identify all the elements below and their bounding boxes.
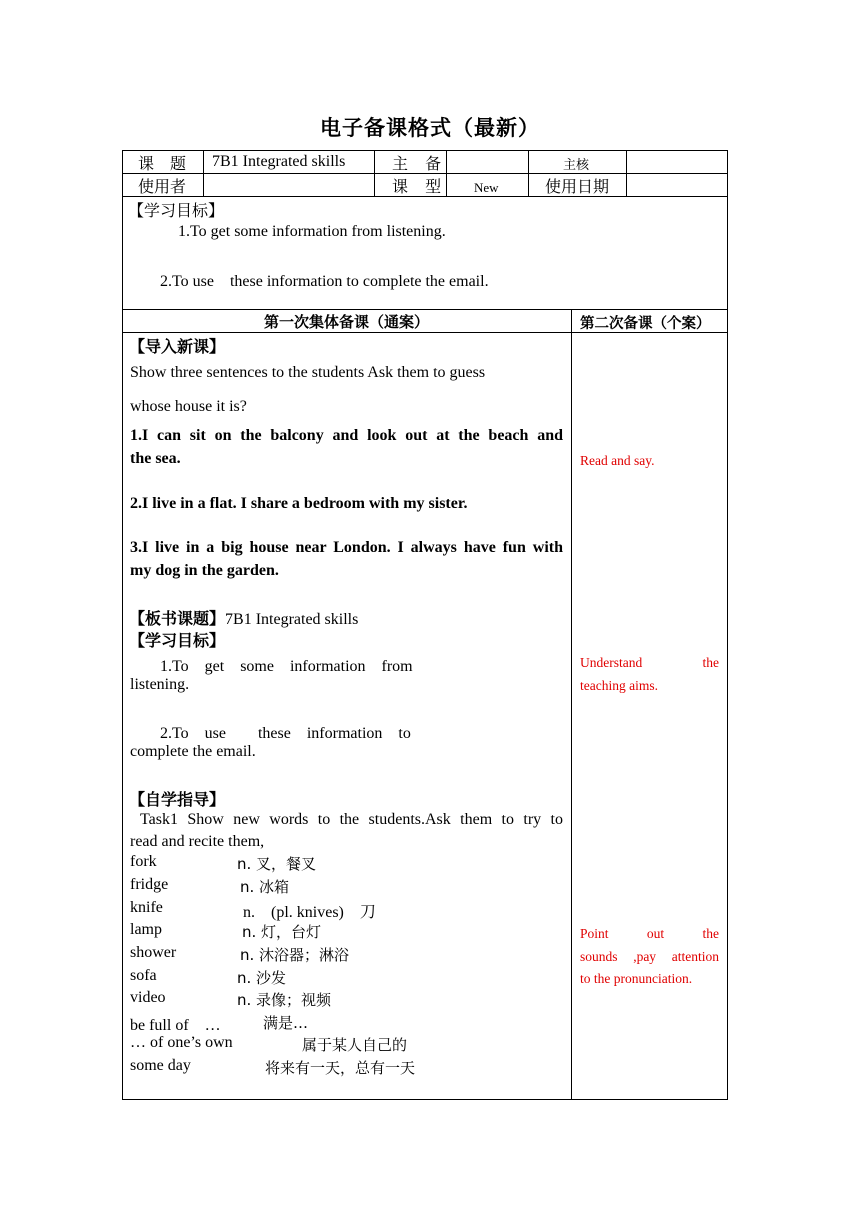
- label-lesson-type: 课 型: [392, 177, 448, 196]
- lead-in-heading: 【导入新课】: [129, 337, 226, 356]
- label-use-date: 使用日期: [545, 177, 610, 196]
- objectives-heading: 【学习目标】: [128, 201, 225, 220]
- vocab-zh: n. 沙发: [237, 969, 287, 987]
- note-understand-line-2: teaching aims.: [580, 678, 658, 693]
- board-text: 7B1 Integrated skills: [225, 611, 359, 628]
- sentence-3-line-1: 3.I live in a big house near London. I always have fun with: [130, 539, 563, 556]
- vocab-en: fork: [130, 853, 157, 870]
- vocab-zh: n. 冰箱: [240, 878, 290, 896]
- objective-mid-1b: listening.: [130, 676, 190, 693]
- vocab-zh: n. 沐浴器；淋浴: [240, 946, 350, 964]
- objective-mid-2b: complete the email.: [130, 743, 256, 760]
- board-title: [129, 606, 358, 629]
- label-user: 使用者: [138, 177, 187, 196]
- lead-in-line-2: whose house it is?: [130, 398, 247, 415]
- objective-1: 1.To get some information from listening.: [178, 223, 446, 240]
- vocab-zh: n. 灯，台灯: [242, 923, 322, 941]
- vocab-en: knife: [130, 899, 163, 916]
- sentence-1-line-1: 1.I can sit on the balcony and look out at the beach and: [130, 427, 563, 444]
- vocab-en: some day: [130, 1057, 191, 1074]
- document-title: 电子备课格式（最新）: [320, 116, 540, 140]
- objective-2: 2.To use these information to complete the email.: [160, 273, 489, 290]
- note-point-line-1: Point out the: [580, 926, 719, 941]
- lesson-type-value: New: [474, 180, 499, 195]
- column-header-individual-prep: 第二次备课（个案）: [580, 316, 711, 332]
- objective-mid-2a: 2.To use these information to: [160, 725, 411, 742]
- note-understand-line-1: Understand the: [580, 655, 719, 670]
- sentence-2: 2.I live in a flat. I share a bedroom with my sister.: [130, 495, 468, 512]
- vocab-zh: n. (pl. knives) 刀: [243, 904, 376, 921]
- vocab-en: sofa: [130, 967, 157, 984]
- topic-value: 7B1 Integrated skills: [212, 153, 346, 170]
- vocab-zh: 将来有一天，总有一天: [265, 1059, 416, 1077]
- vocab-zh: 属于某人自己的: [302, 1036, 408, 1054]
- task-line-1: Task1 Show new words to the students.Ask them to try to: [140, 811, 563, 828]
- vocab-en: … of one’s own: [130, 1034, 233, 1051]
- vocab-zh: n. 录像；视频: [237, 991, 332, 1009]
- board-heading: 【板书课题】: [129, 609, 226, 628]
- vocab-en: shower: [130, 944, 177, 961]
- vocab-en: video: [130, 989, 166, 1006]
- vocab-en: be full of …: [130, 1017, 221, 1034]
- label-topic: 课 题: [138, 154, 187, 173]
- vocab-en: lamp: [130, 921, 162, 938]
- vocab-en: fridge: [130, 876, 169, 893]
- label-main-prep: 主 备: [392, 154, 448, 173]
- vocab-zh: n. 叉，餐叉: [237, 855, 317, 873]
- vocab-zh: 满是…: [263, 1014, 309, 1032]
- objective-mid-1a: 1.To get some information from: [160, 658, 413, 675]
- note-point-line-3: to the pronunciation.: [580, 971, 693, 986]
- task-line-2: read and recite them,: [130, 833, 265, 850]
- sentence-1-line-2: the sea.: [130, 450, 181, 467]
- note-point-line-2: sounds ,pay attention: [580, 949, 719, 964]
- lead-in-line-1: Show three sentences to the students Ask them to guess: [130, 364, 486, 381]
- self-study-heading: 【自学指导】: [129, 790, 226, 809]
- sentence-3-line-2: my dog in the garden.: [130, 562, 279, 579]
- label-review: 主核: [563, 158, 590, 173]
- column-header-group-prep: 第一次集体备课（通案）: [263, 313, 429, 331]
- objectives-mid-heading: 【学习目标】: [129, 631, 226, 650]
- note-read-and-say: Read and say.: [580, 453, 655, 468]
